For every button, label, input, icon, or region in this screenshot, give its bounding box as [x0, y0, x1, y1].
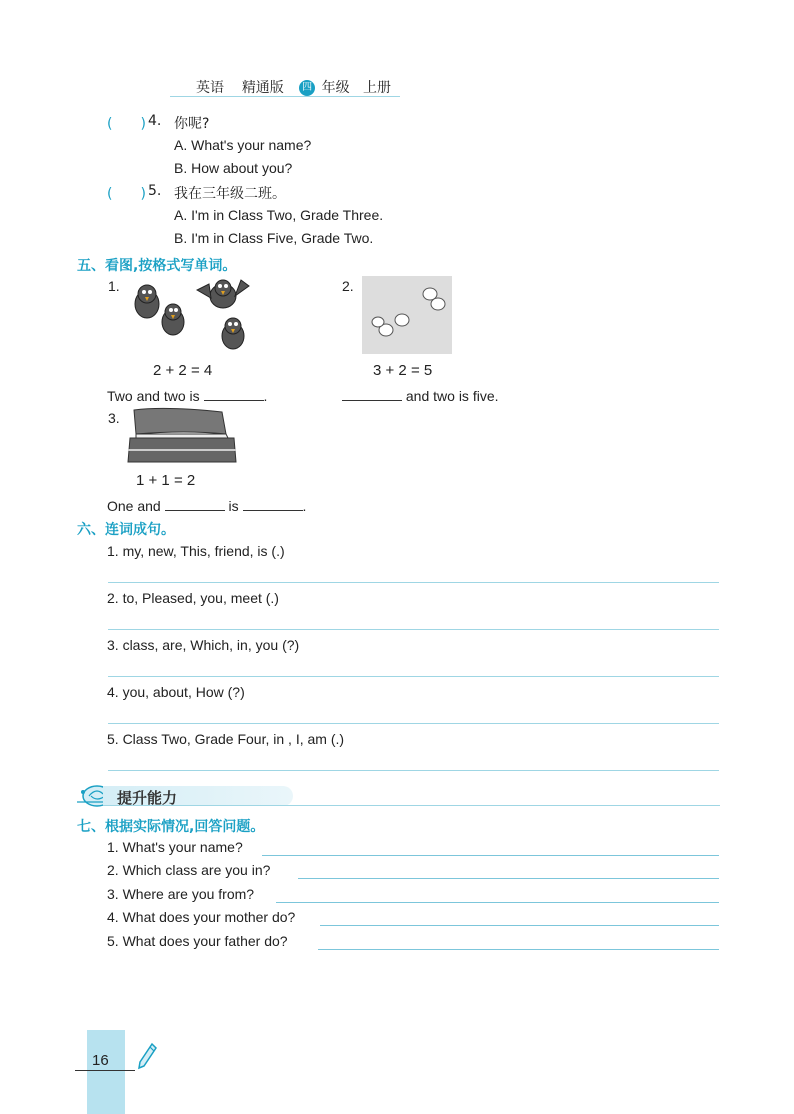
s6-answer-line-1[interactable]: [108, 582, 719, 583]
s6-answer-line-4[interactable]: [108, 723, 719, 724]
s5-item3-blank2[interactable]: [243, 496, 303, 511]
s6-answer-line-3[interactable]: [108, 676, 719, 677]
q4-answer-paren[interactable]: ( ): [107, 116, 146, 132]
s7-item-2: 2. Which class are you in?: [107, 862, 271, 878]
banner-rule: [103, 805, 720, 806]
s6-item-5: 5. Class Two, Grade Four, in , I, am (.): [107, 731, 345, 747]
s5-item3-word2: is: [228, 498, 239, 514]
q5-number: 5.: [148, 183, 162, 199]
header-edition: 精通版: [241, 80, 284, 96]
q4-prompt: 你呢?: [174, 116, 210, 132]
s6-item-1: 1. my, new, This, friend, is (.): [107, 543, 285, 559]
q5-option-b: B. I'm in Class Five, Grade Two.: [174, 230, 374, 246]
s6-answer-line-2[interactable]: [108, 629, 719, 630]
s5-item1-blank[interactable]: [204, 386, 264, 401]
s5-item3-equation: 1 + 1 = 2: [136, 472, 196, 489]
s5-item1-number: 1.: [108, 278, 120, 294]
page-tab: [87, 1030, 125, 1114]
s5-item1-sentence: [107, 386, 267, 404]
s5-item3-number: 3.: [108, 410, 120, 426]
q4-number: 4.: [148, 113, 162, 129]
q5-prompt: 我在三年级二班。: [174, 186, 286, 202]
s5-item2-sentence-end: and two is five.: [405, 388, 499, 404]
grade-badge: 四: [299, 80, 315, 96]
s5-item3-blank1[interactable]: [165, 496, 225, 511]
s6-item-3: 3. class, are, Which, in, you (?): [107, 637, 300, 653]
q4-option-b: B. How about you?: [174, 160, 293, 176]
s7-item-5: 5. What does your father do?: [107, 933, 288, 949]
chicks-image: [362, 276, 452, 354]
pencil-icon: [136, 1042, 158, 1070]
s5-item2-blank[interactable]: [342, 386, 402, 401]
header-grade: 年级: [321, 80, 350, 96]
s7-answer-line-3[interactable]: [276, 902, 719, 903]
q4-option-a: A. What's your name?: [174, 137, 312, 153]
s6-answer-line-5[interactable]: [108, 770, 719, 771]
q5-answer-paren[interactable]: ( ): [107, 186, 146, 202]
s5-item2-sentence: [342, 386, 499, 404]
s5-item3-sentence: [107, 496, 306, 514]
books-image: [126, 406, 238, 464]
skill-banner: [75, 782, 720, 806]
q5-option-a: A. I'm in Class Two, Grade Three.: [174, 207, 384, 223]
banner-title: 提升能力: [117, 789, 178, 807]
s5-item1-equation: 2 + 2 = 4: [153, 362, 213, 379]
s6-item-2: 2. to, Pleased, you, meet (.): [107, 590, 279, 606]
page-number-rule: [75, 1070, 135, 1071]
page-header: [196, 77, 391, 97]
s5-item3-word1: One and: [107, 498, 161, 514]
s7-item-3: 3. Where are you from?: [107, 886, 255, 902]
section5-title: 五、看图,按格式写单词。: [77, 258, 237, 274]
s7-answer-line-1[interactable]: [262, 855, 719, 856]
s7-answer-line-2[interactable]: [298, 878, 719, 879]
s5-item1-sentence-end: .: [263, 388, 268, 404]
s7-item-4: 4. What does your mother do?: [107, 909, 296, 925]
page-number: 16: [92, 1052, 109, 1069]
s5-item2-number: 2.: [342, 278, 354, 294]
header-subject: 英语: [196, 80, 224, 96]
section6-title: 六、连词成句。: [77, 522, 175, 538]
section7-title: 七、根据实际情况,回答问题。: [77, 819, 265, 835]
birds-image: [125, 276, 255, 356]
s7-item-1: 1. What's your name?: [107, 839, 243, 855]
header-volume: 上册: [362, 80, 391, 96]
s5-item3-end: .: [302, 498, 307, 514]
header-rule: [170, 96, 400, 97]
s5-item1-sentence-start: Two and two is: [107, 388, 200, 404]
s5-item2-equation: 3 + 2 = 5: [373, 362, 433, 379]
s6-item-4: 4. you, about, How (?): [107, 684, 245, 700]
s7-answer-line-4[interactable]: [320, 925, 719, 926]
s7-answer-line-5[interactable]: [318, 949, 719, 950]
